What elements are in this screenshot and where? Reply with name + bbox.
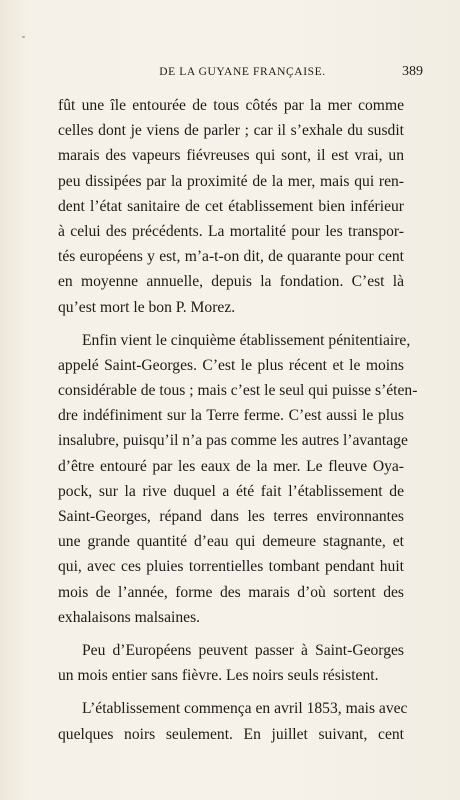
text-line: peu dissipées par la proximité de la mer, mais qui ren- [58,172,404,190]
paragraph [58,638,404,688]
paragraph [58,93,404,320]
text-line: insalubre, puisqu’il n’a pas comme les autres l’avantage [58,432,408,450]
text-line: mois de l’année, forme des marais d’où sortent des [58,583,404,601]
text-line: à celui des précédents. La mortalité pour les transpor- [58,222,404,240]
body-text [58,93,418,747]
running-title: DE LA GUYANE FRANÇAISE. [159,66,326,78]
text-line: marais des vapeurs fiévreuses qui sont, il est vrai, un [58,147,404,165]
text-line: une grande quantité d’eau qui demeure stagnante, et [58,533,404,551]
text-line: qu’est mort le bon P. Morez. [58,298,236,316]
text-line: en moyenne annuelle, depuis la fondation. C’est là [58,273,404,291]
text-line: dent l’état sanitaire de cet établissement bien inférieur [58,197,404,215]
text-line: appelé Saint-Georges. C’est le plus récent et le moins [58,356,404,374]
text-line: pock, sur la rive duquel a été fait l’établissement de [58,482,404,500]
text-line: Peu d’Européens peuvent passer à Saint-Georges [82,641,404,659]
paragraph [58,328,418,630]
text-line: considérable de tous ; mais c’est le seul qui puisse s’éten- [58,382,418,400]
text-line: fût une île entourée de tous côtés par la mer comme [58,97,404,114]
running-header [60,62,450,82]
text-line: exhalaisons malsaines. [58,608,201,626]
text-line: dre indéfiniment sur la Terre ferme. C’est aussi le plus [58,407,404,425]
text-line: Saint-Georges, répand dans les terres environnantes [58,508,404,525]
text-line: quelques noirs seulement. En juillet suivant, cent [58,725,404,743]
paper-speck [22,36,25,38]
paragraph [58,696,408,746]
text-line: Enfin vient le cinquième établissement pénitentiaire, [82,331,411,349]
text-line: d’être entouré par les eaux de la mer. Le fleuve Oya- [58,457,404,475]
text-line: qui, avec ces pluies torrentielles tombant pendant huit [58,558,404,576]
text-line: tés européens y est, m’a-t-on dit, de quarante pour cent [58,248,404,266]
text-line: celles dont je viens de parler ; car il s’exhale du susdit [58,122,404,140]
page-number: 389 [402,64,423,79]
text-line: un mois entier sans fièvre. Les noirs seuls résistent. [58,667,379,685]
text-line: L’établissement commença en avril 1853, mais avec [82,700,408,718]
